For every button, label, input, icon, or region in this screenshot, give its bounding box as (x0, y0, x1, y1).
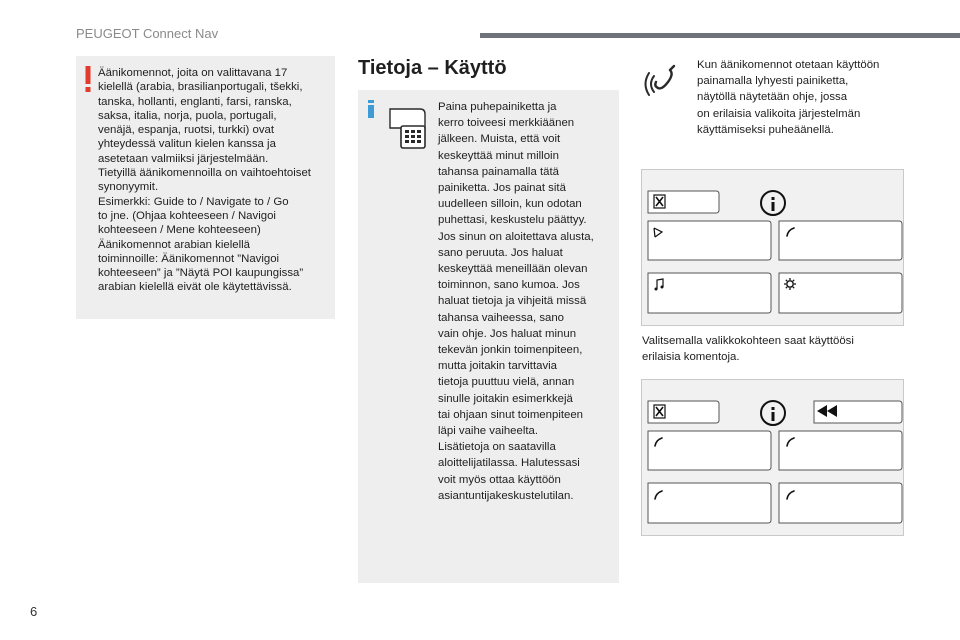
info-text: Paina puhepainiketta ja kerro toiveesi merkkiäänen jälkeen. Muista, että voit keskeyttää minut milloin tahansa painamalla tätä painiketta. Jos painat sitä uudelleen silloin, kun odotan puhettasi, keskustelu päättyy. Jos sinun on aloitettava alusta, sano peruuta. Jos haluat keskeyttää meneillään olevan toiminnon, sano kumoa. Jos haluat tietoja ja vihjeitä missä tahansa vaiheessa, sano vain ohje. Jos haluat minun tekevän jonkin toimenpiteen, mutta joitakin tarvittavia tietoja puuttuu vielä, annan sinulle joitakin esimerkkejä tai ohjaan sinut toimenpiteen läpi vaihe vaiheelta. Lisätietoja on saatavilla aloittelijatilassa. Halutessasi voit myös ottaa käyttöön asiantuntijakeskustelutilan. (438, 101, 594, 502)
command-button[interactable] (779, 483, 902, 523)
menu-caption: Valitsemalla valikkokohteen saat käyttöösi erilaisia komentoja. (642, 335, 854, 364)
page-number: 6 (30, 604, 38, 619)
info-icon[interactable] (761, 401, 785, 425)
info-bar-icon (368, 100, 374, 118)
warning-box (76, 56, 335, 319)
media-button[interactable] (648, 273, 771, 313)
phone-button[interactable] (779, 221, 902, 260)
exclamation-icon (84, 66, 92, 92)
info-icon[interactable] (761, 191, 785, 215)
voice-command-icon (384, 104, 432, 152)
header-title: PEUGEOT Connect Nav (76, 26, 219, 41)
voice-command-icon (644, 60, 688, 104)
navigation-button[interactable] (648, 221, 771, 260)
info-box (358, 90, 619, 583)
command-button[interactable] (779, 431, 902, 470)
command-button[interactable] (648, 483, 771, 523)
header-bar (480, 33, 960, 38)
command-button[interactable] (648, 431, 771, 470)
settings-button[interactable] (779, 273, 902, 313)
section-title: Tietoja – Käyttö (358, 57, 507, 79)
back-button[interactable] (814, 401, 902, 423)
warning-text: Äänikomennot, joita on valittavana 17 kielellä (arabia, brasilianportugali, tšekki, tanska, hollanti, englanti, farsi, ranska, saksa, italia, norja, puola, portugali, venäjä, espanja, ruotsi, turkki) ovat yhteydessä valitun kielen kanssa ja asetetaan valmiiksi järjestelmään. Tietyillä äänikomennoilla on vaihtoehtoiset synonyymit. Esimerkki: Guide to / Navigate to / Go to jne. (Ohjaa kohteeseen / Navigoi kohteeseen / Mene kohteeseen) Äänikomennot arabian kielellä toiminnoille: Äänikomennot ”Navigoi kohteeseen” ja ”Näytä POI kaupungissa” arabian kielellä eivät ole käytettävissä. (98, 67, 311, 294)
intro-text: Kun äänikomennot otetaan käyttöön painamalla lyhyesti painiketta, näytöllä näytetään ohje, jossa on erilaisia valikoita järjestelmän käyttämiseksi puheäänellä. (697, 59, 880, 136)
voice-submenu-screen (641, 379, 904, 536)
voice-menu-screen (641, 169, 904, 326)
